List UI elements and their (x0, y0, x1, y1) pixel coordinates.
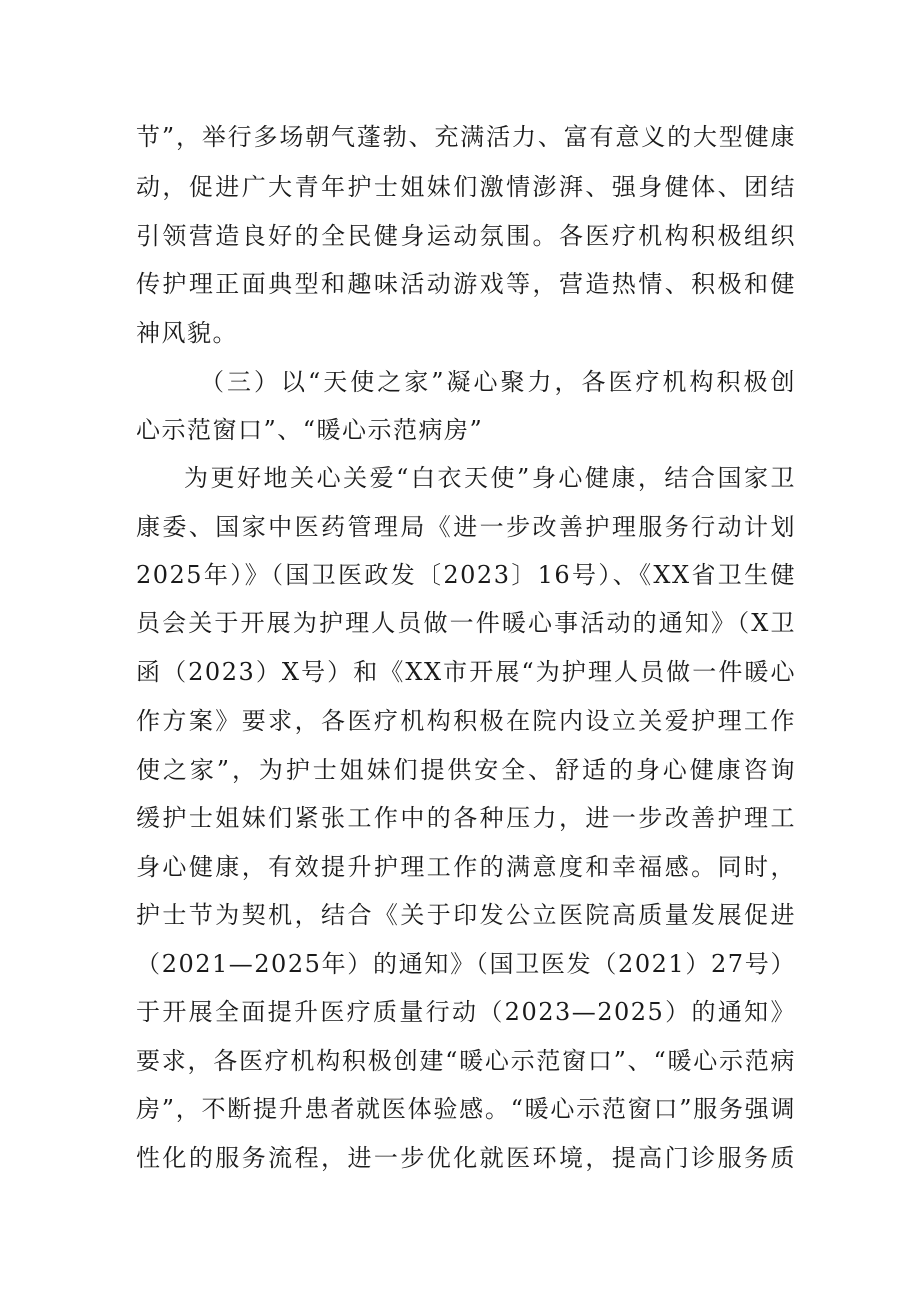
text-line: 要求，各医疗机构积极创建“暖心示范窗口”、“暖心示范病 (136, 1047, 796, 1075)
text-line: 员会关于开展为护理人员做一件暖心事活动的通知》（X卫 (136, 609, 796, 637)
text-line: 引领营造良好的全民健身运动氛围。各医疗机构积极组织 (136, 222, 796, 250)
text-line: 作方案》要求，各医疗机构积极在院内设立关爱护理工作 (136, 707, 796, 735)
section-heading-line: （三）以“天使之家”凝心聚力，各医疗机构积极创 (200, 368, 796, 396)
text-line: 护士节为契机，结合《关于印发公立医院高质量发展促进 (136, 901, 796, 929)
text-line: 为更好地关心关爱“白衣天使”身心健康，结合国家卫 (184, 464, 796, 492)
text-line: 性化的服务流程，进一步优化就医环境，提高门诊服务质 (136, 1144, 796, 1172)
text-line: （2021—2025年）的通知》（国卫医发（2021）27号） (136, 950, 796, 978)
section-heading-line: 心示范窗口”、“暖心示范病房” (136, 416, 484, 444)
text-line: 神风貌。 (136, 319, 238, 347)
text-line: 节”，举行多场朝气蓬勃、充满活力、富有意义的大型健康 (136, 123, 796, 151)
text-line: 传护理正面典型和趣味活动游戏等，营造热情、积极和健 (136, 270, 796, 298)
text-line: 康委、国家中医药管理局《进一步改善护理服务行动计划 (136, 513, 796, 541)
text-line: 函（2023）X号）和《XX市开展“为护理人员做一件暖心 (136, 658, 796, 686)
text-line: 缓护士姐妹们紧张工作中的各种压力，进一步改善护理工 (136, 804, 796, 832)
text-line: 动，促进广大青年护士姐妹们激情澎湃、强身健体、团结 (136, 173, 796, 201)
text-line: 2025年）》（国卫医政发〔2023〕16号）、《XX省卫生健 (136, 561, 796, 589)
text-line: 身心健康，有效提升护理工作的满意度和幸福感。同时， (136, 853, 796, 881)
text-line: 房”，不断提升患者就医体验感。“暖心示范窗口”服务强调 (136, 1095, 796, 1123)
text-line: 于开展全面提升医疗质量行动（2023—2025）的通知》 (136, 998, 796, 1026)
text-line: 使之家”，为护士姐妹们提供安全、舒适的身心健康咨询 (136, 756, 796, 784)
